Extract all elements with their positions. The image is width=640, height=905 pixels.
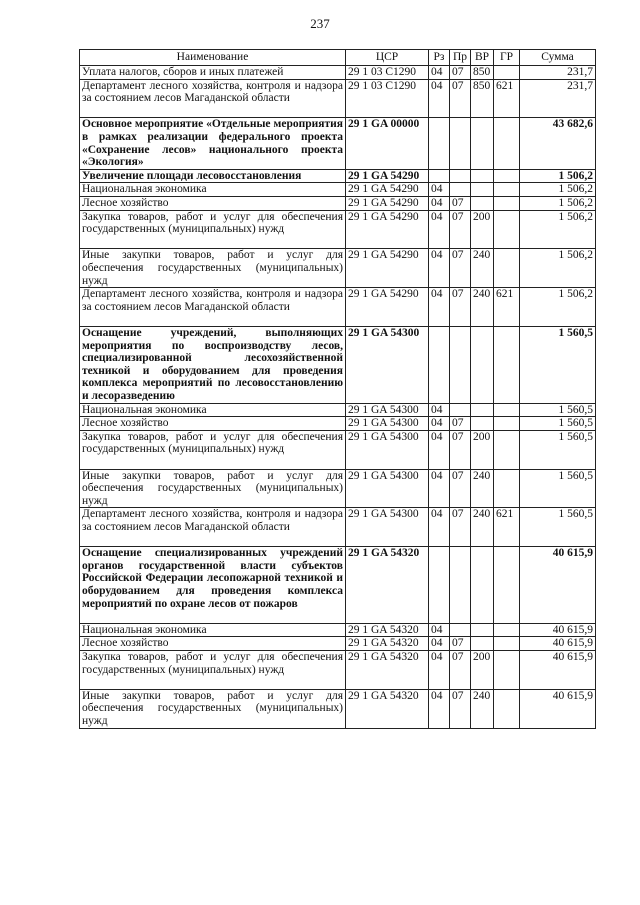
row-gr-cell <box>494 210 520 249</box>
row-rz-cell: 04 <box>429 508 450 547</box>
row-name-cell: Иные закупки товаров, работ и услуг для обеспечения государственных (муниципальных) нужд <box>80 469 346 508</box>
row-pr-cell <box>450 326 471 403</box>
row-name-cell: Закупка товаров, работ и услуг для обеспечения государственных (муниципальных) нужд <box>80 430 346 469</box>
row-pr-cell <box>450 183 471 197</box>
row-gr-cell <box>494 547 520 624</box>
table-row <box>80 66 596 80</box>
row-pr-cell: 07 <box>450 469 471 508</box>
row-vr-cell <box>471 169 494 183</box>
row-gr-cell <box>494 689 520 728</box>
row-name-cell: Иные закупки товаров, работ и услуг для обеспечения государственных (муниципальных) нужд <box>80 249 346 288</box>
row-rz-cell: 04 <box>429 650 450 689</box>
row-pr-cell <box>450 547 471 624</box>
row-sum-cell: 1 560,5 <box>520 326 596 403</box>
header-sum: Сумма <box>520 50 596 66</box>
row-name-cell: Увеличение площади лесовосстановления <box>80 169 346 183</box>
row-vr-cell: 240 <box>471 249 494 288</box>
row-pr-cell: 07 <box>450 196 471 210</box>
row-sum-cell: 40 615,9 <box>520 650 596 689</box>
header-csr: ЦСР <box>346 50 429 66</box>
row-gr-cell <box>494 417 520 431</box>
row-gr-cell <box>494 469 520 508</box>
row-name-cell: Закупка товаров, работ и услуг для обеспечения государственных (муниципальных) нужд <box>80 650 346 689</box>
table-row <box>80 637 596 651</box>
row-name-cell: Национальная экономика <box>80 183 346 197</box>
row-gr-cell <box>494 249 520 288</box>
row-sum-cell: 40 615,9 <box>520 637 596 651</box>
row-rz-cell: 04 <box>429 623 450 637</box>
table-row <box>80 650 596 689</box>
row-rz-cell: 04 <box>429 183 450 197</box>
row-pr-cell: 07 <box>450 689 471 728</box>
table-row <box>80 623 596 637</box>
row-name-cell: Оснащение учреждений, выполняющих мероприятия по воспроизводству лесов, специализированной лесохозяйственной техникой и оборудованием для проведения комплекса мероприятий по лесовосстановлению и лесоразведению <box>80 326 346 403</box>
header-name: Наименование <box>80 50 346 66</box>
row-name-cell: Лесное хозяйство <box>80 417 346 431</box>
row-rz-cell: 04 <box>429 689 450 728</box>
table-row <box>80 196 596 210</box>
row-gr-cell <box>494 430 520 469</box>
row-sum-cell: 1 506,2 <box>520 183 596 197</box>
row-vr-cell: 240 <box>471 689 494 728</box>
row-pr-cell: 07 <box>450 288 471 327</box>
table-row <box>80 210 596 249</box>
row-vr-cell <box>471 637 494 651</box>
row-name-cell: Лесное хозяйство <box>80 196 346 210</box>
row-csr-cell: 29 1 03 С1290 <box>346 66 429 80</box>
row-rz-cell <box>429 169 450 183</box>
row-csr-cell: 29 1 GA 54290 <box>346 169 429 183</box>
row-sum-cell: 40 615,9 <box>520 689 596 728</box>
row-rz-cell <box>429 326 450 403</box>
row-sum-cell: 1 506,2 <box>520 169 596 183</box>
row-csr-cell: 29 1 GA 54300 <box>346 430 429 469</box>
table-row <box>80 169 596 183</box>
row-rz-cell: 04 <box>429 210 450 249</box>
header-rz: Рз <box>429 50 450 66</box>
row-csr-cell: 29 1 GA 54300 <box>346 326 429 403</box>
row-vr-cell: 240 <box>471 508 494 547</box>
row-csr-cell: 29 1 GA 54290 <box>346 183 429 197</box>
row-csr-cell: 29 1 GA 54320 <box>346 547 429 624</box>
row-sum-cell: 1 506,2 <box>520 288 596 327</box>
row-csr-cell: 29 1 GA 54320 <box>346 650 429 689</box>
row-csr-cell: 29 1 GA 54300 <box>346 508 429 547</box>
row-name-cell: Лесное хозяйство <box>80 637 346 651</box>
row-sum-cell: 43 682,6 <box>520 118 596 169</box>
row-csr-cell: 29 1 GA 54320 <box>346 623 429 637</box>
row-gr-cell <box>494 66 520 80</box>
row-rz-cell <box>429 118 450 169</box>
row-vr-cell <box>471 326 494 403</box>
row-name-cell: Национальная экономика <box>80 403 346 417</box>
row-gr-cell <box>494 623 520 637</box>
table-row <box>80 403 596 417</box>
table-row <box>80 469 596 508</box>
row-gr-cell <box>494 650 520 689</box>
row-gr-cell <box>494 118 520 169</box>
table-row <box>80 547 596 624</box>
row-name-cell: Основное мероприятие «Отдельные мероприятия в рамках реализации федерального проекта «Сохранение лесов» национального проекта «Экология» <box>80 118 346 169</box>
row-pr-cell: 07 <box>450 508 471 547</box>
row-pr-cell: 07 <box>450 637 471 651</box>
row-name-cell: Оснащение специализированных учреждений органов государственной власти субъектов Российской Федерации лесопожарной техникой и оборудованием для проведения комплекса мероприятий по охране лесов от пожаров <box>80 547 346 624</box>
row-name-cell: Национальная экономика <box>80 623 346 637</box>
row-csr-cell: 29 1 03 С1290 <box>346 79 429 118</box>
table-row <box>80 183 596 197</box>
row-name-cell: Иные закупки товаров, работ и услуг для обеспечения государственных (муниципальных) нужд <box>80 689 346 728</box>
row-csr-cell: 29 1 GA 54290 <box>346 249 429 288</box>
row-vr-cell: 850 <box>471 66 494 80</box>
row-csr-cell: 29 1 GA 54300 <box>346 403 429 417</box>
row-pr-cell: 07 <box>450 430 471 469</box>
row-pr-cell <box>450 169 471 183</box>
row-rz-cell: 04 <box>429 249 450 288</box>
row-vr-cell: 200 <box>471 430 494 469</box>
row-csr-cell: 29 1 GA 54300 <box>346 417 429 431</box>
table-row <box>80 417 596 431</box>
row-rz-cell <box>429 547 450 624</box>
row-pr-cell: 07 <box>450 417 471 431</box>
table-row <box>80 689 596 728</box>
row-vr-cell: 240 <box>471 469 494 508</box>
row-gr-cell <box>494 183 520 197</box>
row-name-cell: Департамент лесного хозяйства, контроля и надзора за состоянием лесов Магаданской области <box>80 508 346 547</box>
row-rz-cell: 04 <box>429 196 450 210</box>
row-csr-cell: 29 1 GA 54320 <box>346 637 429 651</box>
row-vr-cell <box>471 547 494 624</box>
row-csr-cell: 29 1 GA 54290 <box>346 288 429 327</box>
row-rz-cell: 04 <box>429 66 450 80</box>
row-name-cell: Закупка товаров, работ и услуг для обеспечения государственных (муниципальных) нужд <box>80 210 346 249</box>
table-header-row <box>80 50 596 66</box>
row-vr-cell: 200 <box>471 650 494 689</box>
row-csr-cell: 29 1 GA 54290 <box>346 210 429 249</box>
row-sum-cell: 40 615,9 <box>520 623 596 637</box>
table-row <box>80 508 596 547</box>
header-vr: ВР <box>471 50 494 66</box>
table-row <box>80 288 596 327</box>
row-vr-cell <box>471 417 494 431</box>
row-gr-cell <box>494 326 520 403</box>
row-csr-cell: 29 1 GA 54290 <box>346 196 429 210</box>
row-gr-cell <box>494 403 520 417</box>
row-sum-cell: 1 506,2 <box>520 210 596 249</box>
row-pr-cell <box>450 118 471 169</box>
row-pr-cell <box>450 623 471 637</box>
header-pr: Пр <box>450 50 471 66</box>
row-rz-cell: 04 <box>429 430 450 469</box>
row-vr-cell <box>471 623 494 637</box>
row-vr-cell <box>471 118 494 169</box>
row-vr-cell: 240 <box>471 288 494 327</box>
row-name-cell: Уплата налогов, сборов и иных платежей <box>80 66 346 80</box>
row-name-cell: Департамент лесного хозяйства, контроля и надзора за состоянием лесов Магаданской области <box>80 288 346 327</box>
row-csr-cell: 29 1 GA 54300 <box>346 469 429 508</box>
row-name-cell: Департамент лесного хозяйства, контроля и надзора за состоянием лесов Магаданской области <box>80 79 346 118</box>
header-gr: ГР <box>494 50 520 66</box>
row-pr-cell: 07 <box>450 249 471 288</box>
row-gr-cell <box>494 169 520 183</box>
row-sum-cell: 231,7 <box>520 66 596 80</box>
row-sum-cell: 231,7 <box>520 79 596 118</box>
table-row <box>80 430 596 469</box>
row-sum-cell: 1 560,5 <box>520 508 596 547</box>
row-rz-cell: 04 <box>429 637 450 651</box>
row-sum-cell: 1 560,5 <box>520 403 596 417</box>
row-rz-cell: 04 <box>429 469 450 508</box>
row-gr-cell <box>494 196 520 210</box>
row-vr-cell <box>471 196 494 210</box>
row-sum-cell: 1 506,2 <box>520 249 596 288</box>
row-pr-cell: 07 <box>450 210 471 249</box>
row-rz-cell: 04 <box>429 79 450 118</box>
table-row <box>80 118 596 169</box>
row-rz-cell: 04 <box>429 288 450 327</box>
row-vr-cell: 200 <box>471 210 494 249</box>
table-row <box>80 249 596 288</box>
row-csr-cell: 29 1 GA 00000 <box>346 118 429 169</box>
row-sum-cell: 1 560,5 <box>520 430 596 469</box>
budget-table <box>79 49 596 729</box>
row-pr-cell: 07 <box>450 66 471 80</box>
row-gr-cell: 621 <box>494 508 520 547</box>
row-gr-cell: 621 <box>494 79 520 118</box>
row-gr-cell: 621 <box>494 288 520 327</box>
row-gr-cell <box>494 637 520 651</box>
row-pr-cell <box>450 403 471 417</box>
row-sum-cell: 1 560,5 <box>520 417 596 431</box>
row-sum-cell: 1 560,5 <box>520 469 596 508</box>
row-rz-cell: 04 <box>429 417 450 431</box>
row-pr-cell: 07 <box>450 79 471 118</box>
row-csr-cell: 29 1 GA 54320 <box>346 689 429 728</box>
table-row <box>80 326 596 403</box>
row-rz-cell: 04 <box>429 403 450 417</box>
row-sum-cell: 40 615,9 <box>520 547 596 624</box>
row-vr-cell <box>471 183 494 197</box>
row-vr-cell: 850 <box>471 79 494 118</box>
row-vr-cell <box>471 403 494 417</box>
page-number: 237 <box>310 16 330 31</box>
row-pr-cell: 07 <box>450 650 471 689</box>
row-sum-cell: 1 506,2 <box>520 196 596 210</box>
table-row <box>80 79 596 118</box>
